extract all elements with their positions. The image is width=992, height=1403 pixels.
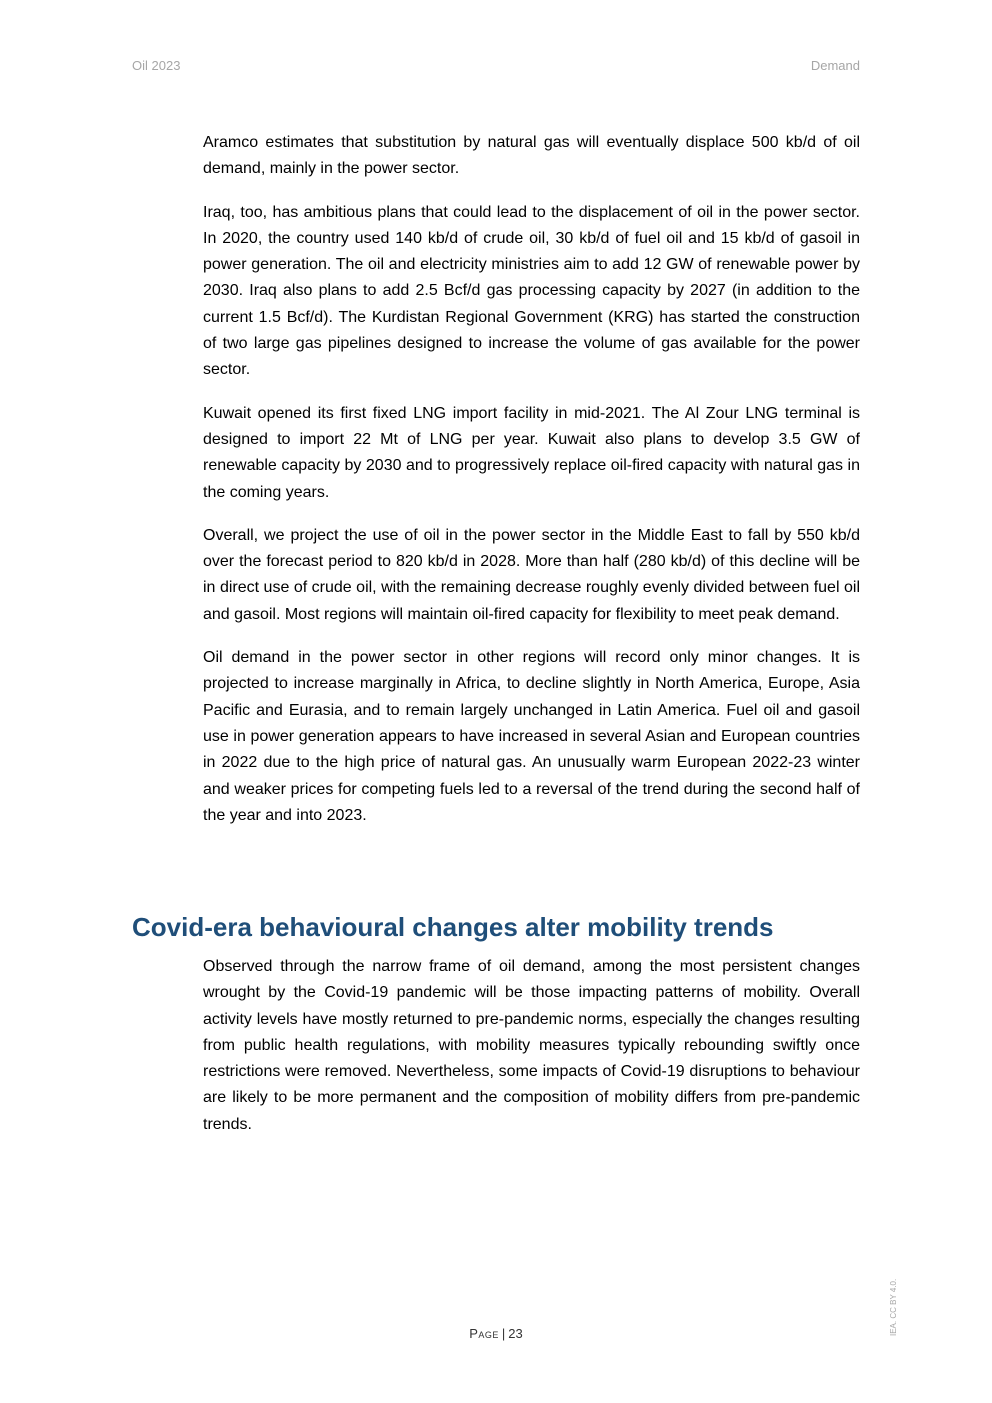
- license-note: IEA. CC BY 4.0.: [889, 1278, 898, 1336]
- running-header-chapter: Demand: [810, 58, 860, 73]
- section-heading: Covid-era behavioural changes alter mobility trends: [132, 912, 774, 942]
- paragraph-iraq: Iraq, too, has ambitious plans that could lead to the displacement of oil in the power sector. In 2020, the country used 140 kb/d of crude oil, 30 kb/d of fuel oil and 15 kb/d of gasoil in power generation. The oil and electricity ministries aim to add 12 GW of renewable power by 2030. Iraq also plans to add 2.5 Bcf/d gas processing capacity by 2027 (in addition to the current 1.5 Bcf/d). The Kurdistan Regional Government (KRG) has started the construction of two large gas pipelines designed to increase the volume of gas available for the power sector.: [203, 203, 860, 379]
- page-footer: [0, 1326, 992, 1341]
- body-text-section: [203, 954, 860, 1155]
- paragraph-other-regions: Oil demand in the power sector in other regions will record only minor changes. It is projected to increase marginally in Africa, to decline slightly in North America, Europe, Asia Pacific and Eurasia, and to remain largely unchanged in Latin America. Fuel oil and gasoil use in power generation appears to have increased in several Asian and European countries in 2022 due to the high price of natural gas. An unusually warm European 2022-23 winter and weaker prices for competing fuels led to a reversal of the trend during the second half of the year and into 2023.: [203, 649, 860, 824]
- paragraph-aramco: Aramco estimates that substitution by natural gas will eventually displace 500 kb/d of oil demand, mainly in the power sector.: [203, 134, 860, 178]
- paragraph-middle-east-overall: Overall, we project the use of oil in the power sector in the Middle East to fall by 550 kb/d over the forecast period to 820 kb/d in 2028. More than half (280 kb/d) of this decline will be in direct use of crude oil, with the remaining decrease roughly evenly divided between fuel oil and gasoil. Most regions will maintain oil-fired capacity for flexibility to meet peak demand.: [203, 526, 860, 623]
- paragraph-kuwait: Kuwait opened its first fixed LNG import facility in mid-2021. The Al Zour LNG terminal is designed to import 22 Mt of LNG per year. Kuwait also plans to develop 3.5 GW of renewable capacity by 2030 and to progressively replace oil-fired capacity with natural gas in the coming years.: [203, 404, 860, 501]
- body-text-top: [203, 130, 860, 846]
- page-number: 23: [508, 1326, 523, 1341]
- running-header-title: Oil 2023: [132, 58, 181, 73]
- page-label: Page: [469, 1326, 499, 1341]
- paragraph-mobility: Observed through the narrow frame of oil demand, among the most persistent changes wrought by the Covid-19 pandemic will be those impacting patterns of mobility. Overall activity levels have mostly returned to pre-pandemic norms, especially the changes resulting from public health regulations, with mobility measures typically rebounding swiftly once restrictions were removed. Nevertheless, some impacts of Covid-19 disruptions to behaviour are likely to be more permanent and the composition of mobility differs from pre-pandemic trends.: [203, 958, 860, 1133]
- page-separator: |: [501, 1326, 506, 1341]
